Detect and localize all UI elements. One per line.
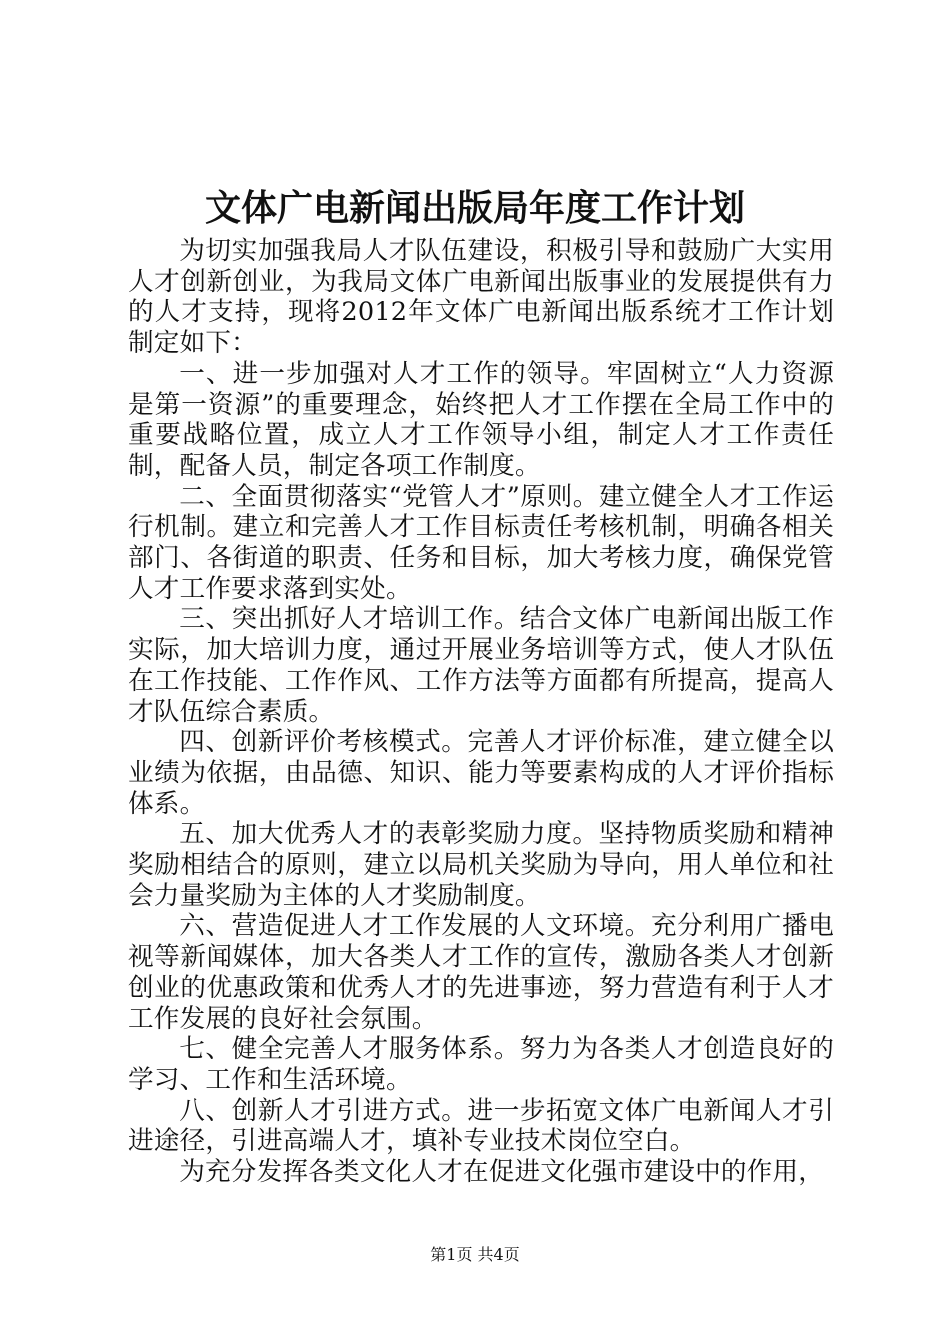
page-number-footer: 第1页 共4页 <box>430 1245 520 1264</box>
paragraph-intro: 为切实加强我局人才队伍建设，积极引导和鼓励广大实用人才创新创业，为我局文体广电新闻出版事业的发展提供有力的人才支持，现将2012年文体广电新闻出版系统才工作计划制定如下： <box>128 236 834 359</box>
document-body <box>128 236 834 1188</box>
paragraph-item-6: 六、营造促进人才工作发展的人文环境。充分利用广播电视等新闻媒体，加大各类人才工作的宣传，激励各类人才创新创业的优惠政策和优秀人才的先进事迹，努力营造有利于人才工作发展的良好社会氛围。 <box>128 911 834 1034</box>
paragraph-item-8: 八、创新人才引进方式。进一步拓宽文体广电新闻人才引进途径，引进高端人才，填补专业技术岗位空白。 <box>128 1095 834 1157</box>
paragraph-item-7: 七、健全完善人才服务体系。努力为各类人才创造良好的学习、工作和生活环境。 <box>128 1034 834 1095</box>
paragraph-item-4: 四、创新评价考核模式。完善人才评价标准，建立健全以业绩为依据，由品德、知识、能力等要素构成的人才评价指标体系。 <box>128 727 834 819</box>
paragraph-closing: 为充分发挥各类文化人才在促进文化强市建设中的作用， <box>179 1157 825 1188</box>
paragraph-item-1: 一、进一步加强对人才工作的领导。牢固树立“人力资源是第一资源”的重要理念，始终把人才工作摆在全局工作中的重要战略位置，成立人才工作领导小组，制定人才工作责任制，配备人员，制定各项工作制度。 <box>128 358 834 481</box>
paragraph-item-3: 三、突出抓好人才培训工作。结合文体广电新闻出版工作实际，加大培训力度，通过开展业务培训等方式，使人才队伍在工作技能、工作作风、工作方法等方面都有所提高，提高人才队伍综合素质。 <box>128 604 834 727</box>
document-title: 文体广电新闻出版局年度工作计划 <box>204 187 745 229</box>
paragraph-item-5: 五、加大优秀人才的表彰奖励力度。坚持物质奖励和精神奖励相结合的原则，建立以局机关奖励为导向，用人单位和社会力量奖励为主体的人才奖励制度。 <box>128 819 834 911</box>
paragraph-item-2: 二、全面贯彻落实“党管人才”原则。建立健全人才工作运行机制。建立和完善人才工作目标责任考核机制，明确各相关部门、各街道的职责、任务和目标，加大考核力度，确保党管人才工作要求落到实处。 <box>128 481 834 604</box>
